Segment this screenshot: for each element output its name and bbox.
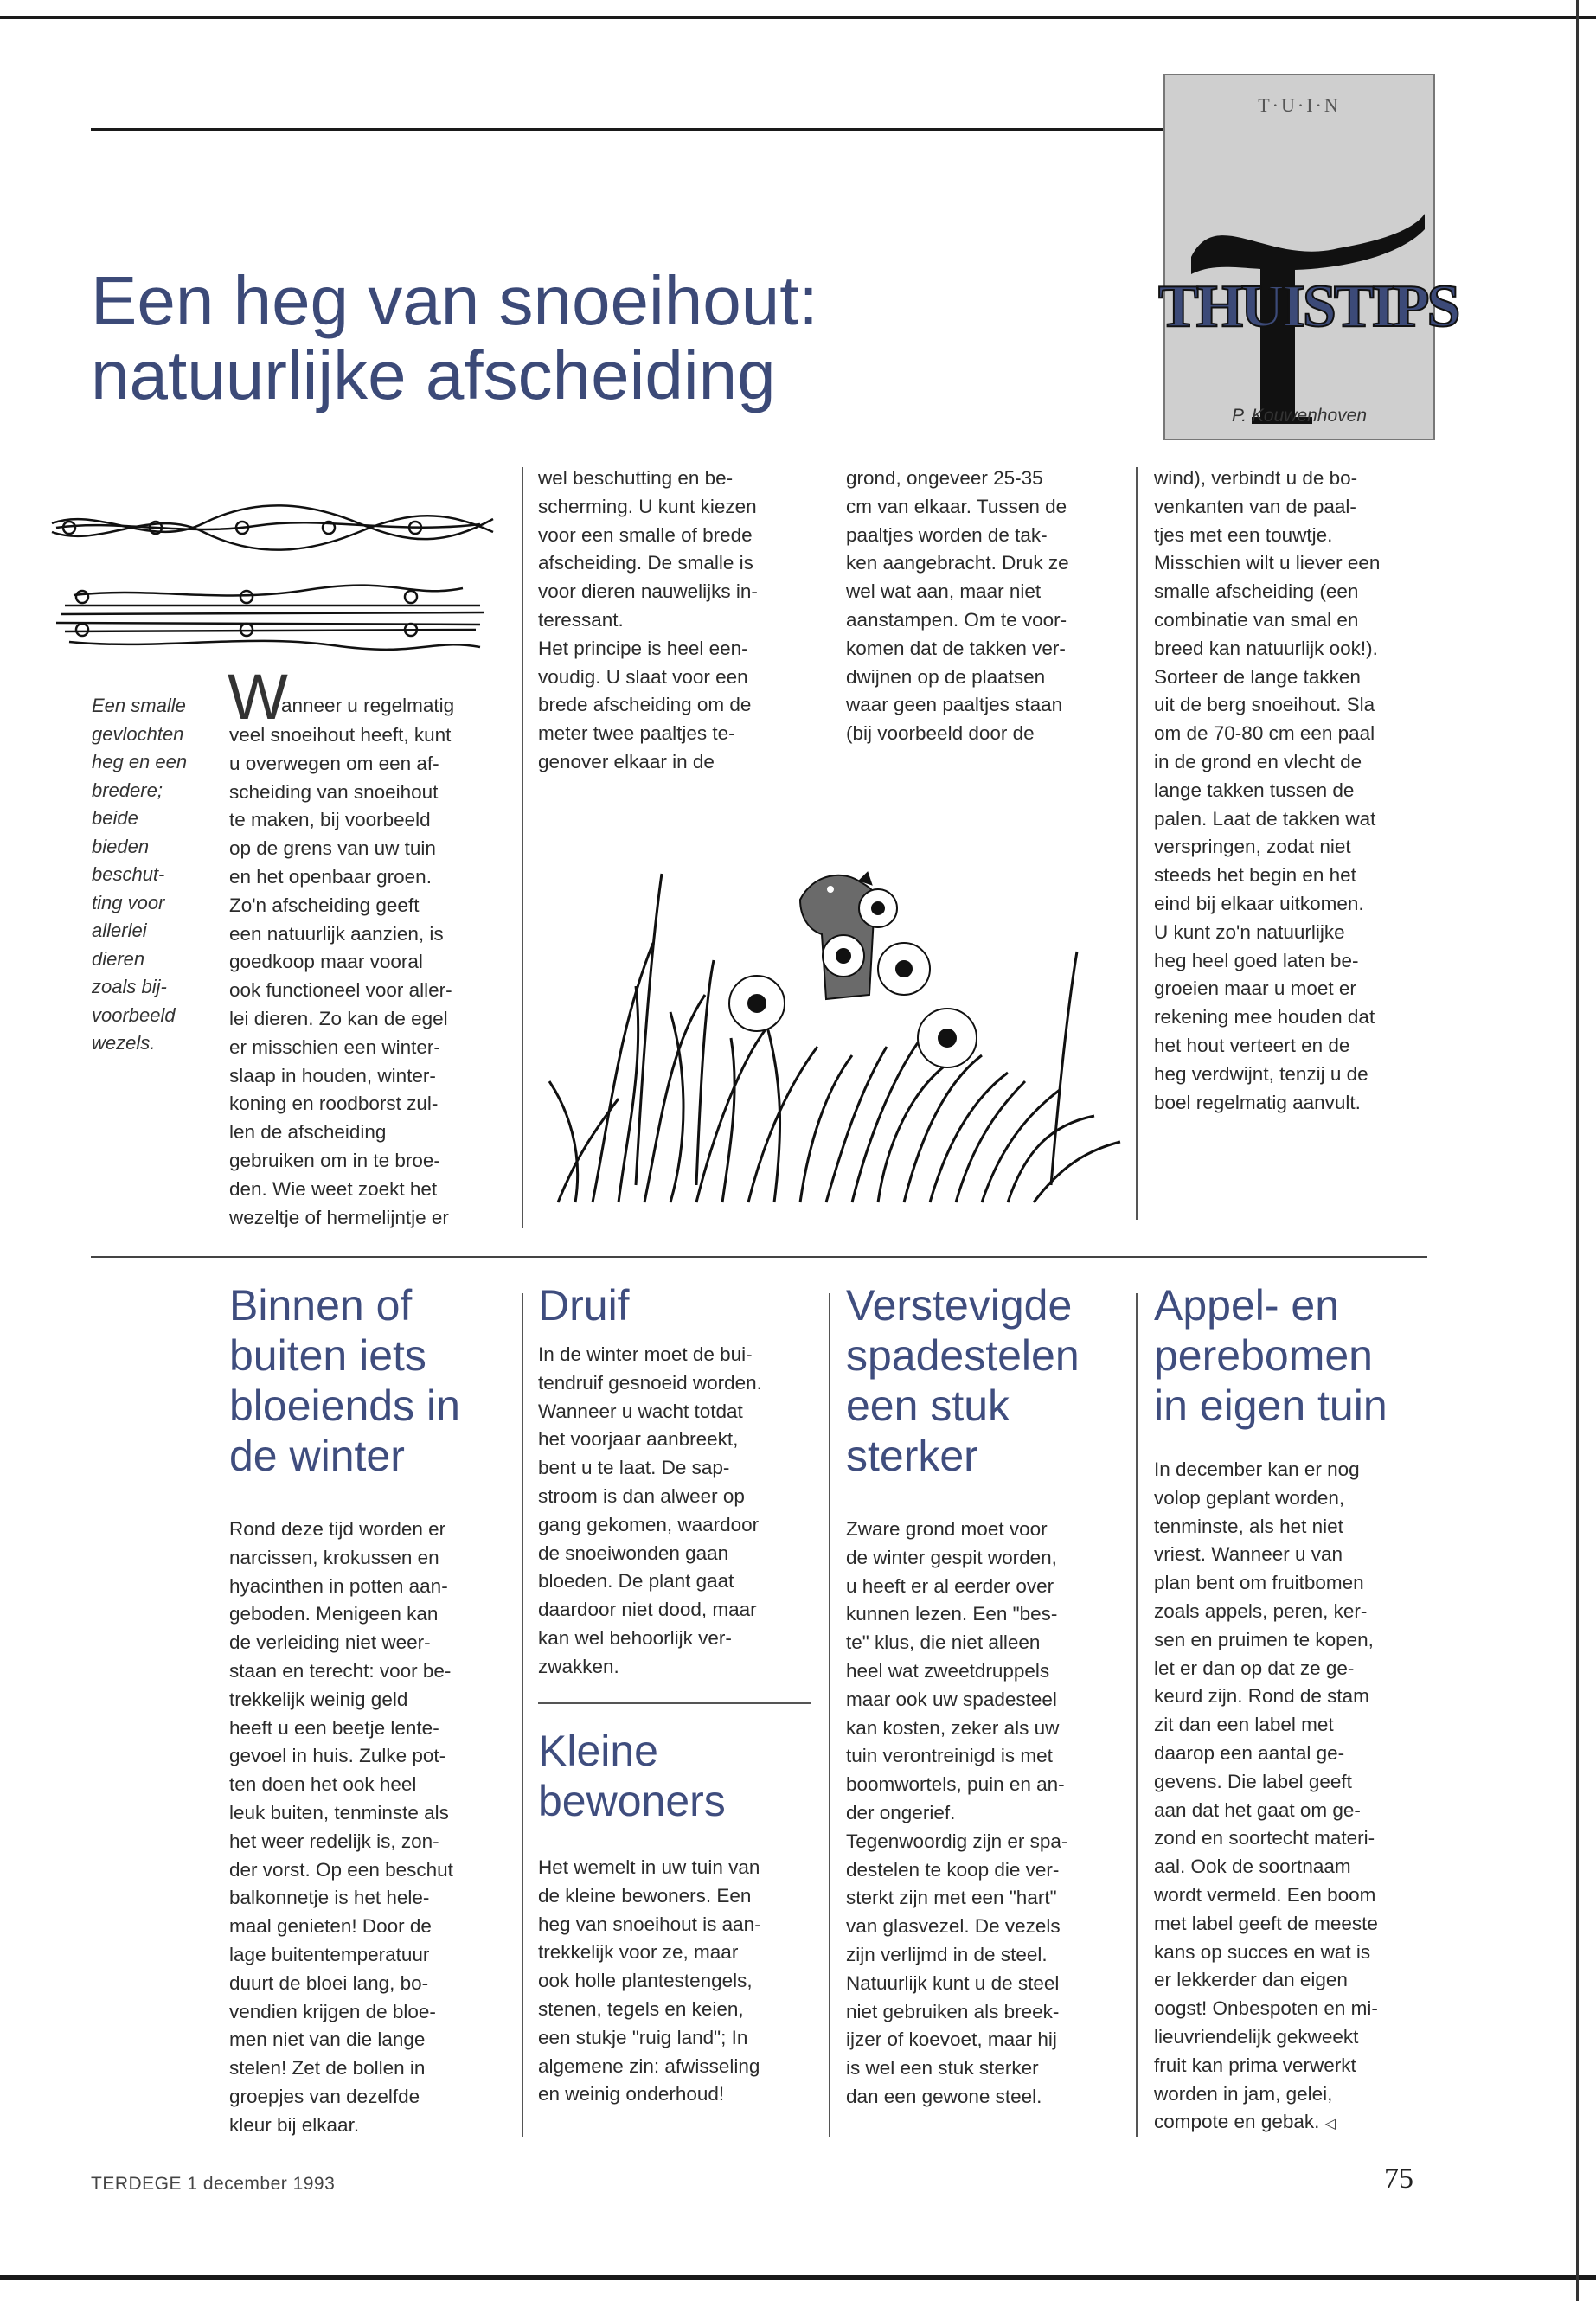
body-line: Tegenwoordig zijn er spa- bbox=[846, 1830, 1068, 1852]
body-line: der vorst. Op een beschut bbox=[229, 1858, 453, 1881]
caption-line: voorbeeld bbox=[92, 1003, 176, 1026]
col2-line: teressant. bbox=[538, 608, 624, 631]
body-line: der ongerief. bbox=[846, 1801, 956, 1823]
main-article-col4 bbox=[1154, 465, 1444, 1117]
article-spade-body bbox=[846, 1516, 1131, 2112]
col3-line: cm van elkaar. Tussen de bbox=[846, 495, 1067, 517]
body-line: Rond deze tijd worden er bbox=[229, 1518, 446, 1540]
title-line: sterker bbox=[846, 1432, 978, 1480]
body-line: tendruif gesnoeid worden. bbox=[538, 1371, 762, 1394]
col2-line: scherming. U kunt kiezen bbox=[538, 495, 757, 517]
col4-line: wind), verbindt u de bo- bbox=[1154, 467, 1358, 489]
body-line: lieuvriendelijk gekweekt bbox=[1154, 2025, 1359, 2048]
title-line: een stuk bbox=[846, 1381, 1010, 1430]
article-appel-body bbox=[1154, 1456, 1444, 2139]
body-line: Zware grond moet voor bbox=[846, 1518, 1048, 1540]
body-line: Het wemelt in uw tuin van bbox=[538, 1856, 760, 1878]
body-line: van glasvezel. De vezels bbox=[846, 1915, 1061, 1938]
col4-line: in de grond en vlecht de bbox=[1154, 750, 1362, 772]
body-line: oogst! Onbespoten en mi- bbox=[1154, 1997, 1378, 2020]
article-separator bbox=[538, 1702, 811, 1704]
body-line: keurd zijn. Rond de stam bbox=[1154, 1685, 1369, 1708]
body-line: maar ook uw spadesteel bbox=[846, 1688, 1057, 1710]
title-line: spadestelen bbox=[846, 1331, 1080, 1380]
article-binnen-body bbox=[229, 1516, 515, 2140]
woven-hedge-illustration bbox=[48, 484, 497, 657]
badge-top-label: T·U·I·N bbox=[1258, 94, 1341, 116]
body-line: heel wat zweetdruppels bbox=[846, 1659, 1050, 1682]
body-line: de winter gespit worden, bbox=[846, 1546, 1057, 1568]
body-line: zit dan een label met bbox=[1154, 1714, 1334, 1736]
body-line: er lekkerder dan eigen bbox=[1154, 1969, 1348, 1991]
body-line: daarop een aantal ge- bbox=[1154, 1741, 1345, 1764]
body-line: Natuurlijk kunt u de steel bbox=[846, 1971, 1060, 1994]
page-top-border bbox=[0, 16, 1596, 19]
caption-line: bieden bbox=[92, 835, 150, 857]
col1-line: goedkoop maar vooral bbox=[229, 951, 423, 973]
body-line: gevoel in huis. Zulke pot- bbox=[229, 1745, 446, 1767]
col1-line: ook functioneel voor aller- bbox=[229, 979, 452, 1002]
body-line: u heeft er al eerder over bbox=[846, 1574, 1054, 1597]
body-line: aal. Ook de soortnaam bbox=[1154, 1856, 1351, 1878]
main-article-col3 bbox=[846, 465, 1131, 748]
article-spade-title bbox=[846, 1280, 1131, 1481]
col1-line: Zo'n afscheiding geeft bbox=[229, 894, 420, 916]
col1-first-line: anneer u regelmatig bbox=[281, 695, 455, 716]
article-kleine-body bbox=[538, 1854, 824, 2109]
thuistips-badge bbox=[1158, 74, 1458, 440]
col4-line: om de 70-80 cm een paal bbox=[1154, 722, 1375, 745]
col1-line: slaap in houden, winter- bbox=[229, 1064, 436, 1086]
body-line: sterkt zijn met een "hart" bbox=[846, 1887, 1057, 1909]
body-line: algemene zin: afwisseling bbox=[538, 2054, 760, 2077]
title-line: Appel- en bbox=[1154, 1281, 1340, 1330]
body-line: gevens. Die label geeft bbox=[1154, 1770, 1352, 1792]
col3-line: paaltjes worden de tak- bbox=[846, 523, 1048, 546]
main-article-col1 bbox=[228, 661, 515, 1232]
caption-line: allerlei bbox=[92, 920, 147, 941]
body-line: zond en soortecht materi- bbox=[1154, 1827, 1375, 1849]
body-line: ijzer of koevoet, maar hij bbox=[846, 2029, 1057, 2051]
body-line: kleur bij elkaar. bbox=[229, 2113, 360, 2136]
col4-line: smalle afscheiding (een bbox=[1154, 580, 1359, 603]
body-line: In december kan er nog bbox=[1154, 1458, 1360, 1480]
col1-line: den. Wie weet zoekt het bbox=[229, 1177, 438, 1200]
col3-line: wel wat aan, maar niet bbox=[846, 580, 1042, 603]
col1-line: scheiding van snoeihout bbox=[229, 780, 439, 803]
body-line: volop geplant worden, bbox=[1154, 1486, 1345, 1509]
col1-line: koning en roodborst zul- bbox=[229, 1093, 439, 1115]
body-line: vendien krijgen de bloe- bbox=[229, 2000, 436, 2022]
badge-brand: THUISTIPS bbox=[1158, 273, 1458, 340]
page-right-border bbox=[1576, 0, 1579, 2301]
body-line: de snoeiwonden gaan bbox=[538, 1541, 729, 1564]
col1-line: len de afscheiding bbox=[229, 1121, 387, 1144]
col4-line: steeds het begin en het bbox=[1154, 864, 1356, 887]
body-line: tenminste, als het niet bbox=[1154, 1515, 1343, 1537]
col3-line: ken aangebracht. Druk ze bbox=[846, 552, 1069, 574]
title-line: de winter bbox=[229, 1432, 405, 1480]
col1-line: wezeltje of hermelijntje er bbox=[229, 1206, 449, 1228]
column-divider bbox=[1136, 1293, 1138, 2137]
col1-line: en het openbaar groen. bbox=[229, 865, 432, 888]
col4-line: Misschien wilt u liever een bbox=[1154, 552, 1381, 574]
footer-source: TERDEGE 1 december 1993 bbox=[91, 2174, 336, 2194]
col2-line: wel beschutting en be- bbox=[538, 467, 734, 489]
body-line: zoals appels, peren, ker- bbox=[1154, 1599, 1368, 1622]
col4-line: U kunt zo'n natuurlijke bbox=[1154, 920, 1345, 943]
article-druif-title bbox=[538, 1280, 824, 1330]
col4-line: groeien maar u moet er bbox=[1154, 977, 1356, 1000]
col4-line: heg verdwijnt, tenzij u de bbox=[1154, 1062, 1368, 1085]
t-logo-icon bbox=[1165, 75, 1433, 439]
body-line: het voorjaar aanbreekt, bbox=[538, 1428, 739, 1451]
body-line: bent u te laat. De sap- bbox=[538, 1457, 730, 1479]
column-divider bbox=[522, 467, 523, 1228]
caption-line: heg en een bbox=[92, 751, 188, 772]
col3-line: (bij voorbeeld door de bbox=[846, 722, 1035, 745]
article-druif-body bbox=[538, 1341, 824, 1682]
col1-line: op de grens van uw tuin bbox=[229, 837, 436, 860]
col4-line: palen. Laat de takken wat bbox=[1154, 807, 1376, 830]
body-line: Wanneer u wacht totdat bbox=[538, 1400, 743, 1422]
body-line: ten doen het ook heel bbox=[229, 1773, 417, 1796]
caption-line: beide bbox=[92, 807, 138, 829]
body-line: gang gekomen, waardoor bbox=[538, 1513, 760, 1535]
col3-line: waar geen paaltjes staan bbox=[846, 694, 1063, 716]
section-rule bbox=[91, 1256, 1427, 1258]
title-line: Kleine bbox=[538, 1727, 658, 1775]
column-divider bbox=[829, 1293, 830, 2137]
col4-line: tjes met een touwtje. bbox=[1154, 523, 1333, 546]
column-divider bbox=[1136, 467, 1138, 1220]
body-line: bloeden. De plant gaat bbox=[538, 1570, 734, 1593]
body-line: trekkelijk weinig geld bbox=[229, 1688, 408, 1710]
body-line: kan kosten, zeker als uw bbox=[846, 1716, 1060, 1739]
title-line: Verstevigde bbox=[846, 1281, 1073, 1330]
body-line: narcissen, krokussen en bbox=[229, 1546, 439, 1568]
col4-line: eind bij elkaar uitkomen. bbox=[1154, 892, 1364, 914]
weasel-grass-illustration bbox=[541, 856, 1129, 1220]
caption-line: zoals bij- bbox=[92, 976, 167, 997]
col3-line: dwijnen op de plaatsen bbox=[846, 665, 1046, 688]
title-line: Binnen of bbox=[229, 1281, 413, 1330]
page-number: 75 bbox=[1384, 2163, 1413, 2195]
body-line: let er dan op dat ze ge- bbox=[1154, 1657, 1355, 1679]
body-line: tuin verontreinigd is met bbox=[846, 1745, 1053, 1767]
body-line: worden in jam, gelei, bbox=[1154, 2082, 1333, 2105]
col4-line: combinatie van smal en bbox=[1154, 608, 1359, 631]
caption-line: dieren bbox=[92, 947, 145, 970]
title-line: Druif bbox=[538, 1281, 630, 1330]
body-line: fruit kan prima verwerkt bbox=[1154, 2054, 1356, 2076]
body-line: balkonnetje is het hele- bbox=[229, 1887, 430, 1909]
body-line: de verleiding niet weer- bbox=[229, 1631, 431, 1654]
main-title-line2: natuurlijke afscheiding bbox=[91, 336, 776, 413]
caption-line: gevlochten bbox=[92, 722, 184, 745]
body-line: stelen! Zet de bollen in bbox=[229, 2057, 426, 2080]
col4-line: verspringen, zodat niet bbox=[1154, 836, 1351, 858]
body-line: aan dat het gaat om ge- bbox=[1154, 1798, 1361, 1821]
col4-line: rekening mee houden dat bbox=[1154, 1006, 1375, 1029]
body-line: geboden. Menigeen kan bbox=[229, 1603, 439, 1625]
body-line: heg van snoeihout is aan- bbox=[538, 1913, 761, 1935]
col3-line: komen dat de takken ver- bbox=[846, 637, 1066, 659]
col2-line: afscheiding. De smalle is bbox=[538, 552, 753, 574]
caption-line: wezels. bbox=[92, 1032, 156, 1054]
col2-line: meter twee paaltjes te- bbox=[538, 722, 735, 745]
body-line: daardoor niet dood, maar bbox=[538, 1599, 757, 1621]
caption-line: bredere; bbox=[92, 779, 163, 801]
body-line: de kleine bewoners. Een bbox=[538, 1884, 752, 1907]
title-line: bewoners bbox=[538, 1777, 726, 1825]
col4-line: het hout verteert en de bbox=[1154, 1034, 1350, 1056]
col4-line: heg heel goed laten be- bbox=[1154, 949, 1359, 971]
illustration-caption bbox=[92, 692, 221, 1058]
article-appel-title bbox=[1154, 1280, 1444, 1431]
dropcap: W bbox=[228, 661, 288, 733]
col2-line: Het principe is heel een- bbox=[538, 637, 748, 659]
main-article-col2 bbox=[538, 465, 824, 777]
body-line: wordt vermeld. Een boom bbox=[1154, 1883, 1376, 1906]
body-line: hyacinthen in potten aan- bbox=[229, 1574, 448, 1597]
body-line: is wel een stuk sterker bbox=[846, 2057, 1039, 2080]
col4-line: lange takken tussen de bbox=[1154, 779, 1355, 801]
body-line: met label geeft de meeste bbox=[1154, 1912, 1378, 1934]
title-line: bloeiends in bbox=[229, 1381, 460, 1430]
col2-line: voor een smalle of brede bbox=[538, 523, 753, 546]
col1-line: er misschien een winter- bbox=[229, 1035, 440, 1058]
main-title bbox=[91, 264, 818, 413]
body-line: trekkelijk voor ze, maar bbox=[538, 1941, 739, 1964]
body-line: groepjes van dezelfde bbox=[229, 2085, 420, 2107]
body-line: stenen, tegels en keien, bbox=[538, 1997, 744, 2020]
body-line: maal genieten! Door de bbox=[229, 1915, 432, 1938]
page-bottom-border bbox=[0, 2275, 1596, 2280]
body-line: ook holle plantestengels, bbox=[538, 1970, 753, 1992]
body-line: kans op succes en wat is bbox=[1154, 1940, 1371, 1963]
body-line: en weinig onderhoud! bbox=[538, 2083, 725, 2106]
body-line: staan en terecht: voor be- bbox=[229, 1659, 452, 1682]
body-line: destelen te koop die ver- bbox=[846, 1858, 1060, 1881]
column-divider bbox=[522, 1293, 523, 2137]
col1-line: gebruiken om in te broe- bbox=[229, 1149, 440, 1171]
caption-line: Een smalle bbox=[92, 695, 186, 716]
body-line: zwakken. bbox=[538, 1655, 619, 1677]
body-line: leuk buiten, tenminste als bbox=[229, 1801, 449, 1823]
badge-author: P. Kouwenhoven bbox=[1231, 406, 1368, 426]
col4-line: boel regelmatig aanvult. bbox=[1154, 1091, 1361, 1113]
main-title-line1: Een heg van snoeihout: bbox=[91, 262, 818, 339]
col4-line: breed kan natuurlijk ook!). bbox=[1154, 637, 1378, 659]
body-line: vriest. Wanneer u van bbox=[1154, 1543, 1343, 1566]
caption-line: beschut- bbox=[92, 863, 165, 885]
col2-line: voudig. U slaat voor een bbox=[538, 665, 748, 688]
body-line: boomwortels, puin en an- bbox=[846, 1773, 1065, 1796]
title-line: in eigen tuin bbox=[1154, 1381, 1388, 1430]
col2-line: brede afscheiding om de bbox=[538, 694, 752, 716]
caption-line: ting voor bbox=[92, 891, 165, 913]
body-line: In de winter moet de bui- bbox=[538, 1343, 753, 1365]
body-line: een stukje "ruig land"; In bbox=[538, 2026, 748, 2048]
body-line: compote en gebak. bbox=[1154, 2111, 1320, 2133]
body-line: plan bent om fruitbomen bbox=[1154, 1572, 1364, 1594]
body-line: sen en pruimen te kopen, bbox=[1154, 1628, 1374, 1650]
col1-line: lei dieren. Zo kan de egel bbox=[229, 1007, 448, 1029]
title-line: buiten iets bbox=[229, 1331, 426, 1380]
body-line: dan een gewone steel. bbox=[846, 2085, 1042, 2107]
article-binnen-title bbox=[229, 1280, 515, 1481]
body-line: stroom is dan alweer op bbox=[538, 1484, 745, 1507]
title-line: perebomen bbox=[1154, 1331, 1373, 1380]
body-line: het weer redelijk is, zon- bbox=[229, 1830, 439, 1852]
end-mark-icon: ◁ bbox=[1324, 2117, 1336, 2132]
body-line: men niet van die lange bbox=[229, 2029, 426, 2051]
body-line: kunnen lezen. Een "bes- bbox=[846, 1603, 1058, 1625]
body-line: lage buitentemperatuur bbox=[229, 1943, 430, 1965]
col3-line: aanstampen. Om te voor- bbox=[846, 608, 1067, 631]
body-line: heeft u een beetje lente- bbox=[229, 1716, 439, 1739]
col2-line: voor dieren nauwelijks in- bbox=[538, 580, 758, 603]
body-line: duurt de bloei lang, bo- bbox=[229, 1971, 429, 1994]
body-line: zijn verlijmd in de steel. bbox=[846, 1943, 1048, 1965]
col3-line: grond, ongeveer 25-35 bbox=[846, 467, 1043, 489]
col4-line: uit de berg snoeihout. Sla bbox=[1154, 694, 1375, 716]
col1-line: veel snoeihout heeft, kunt bbox=[229, 724, 452, 746]
body-line: te" klus, die niet alleen bbox=[846, 1631, 1041, 1654]
col4-line: venkanten van de paal- bbox=[1154, 495, 1356, 517]
article-kleine-title bbox=[538, 1726, 824, 1826]
body-line: kan wel behoorlijk ver- bbox=[538, 1626, 732, 1649]
col1-line: een natuurlijk aanzien, is bbox=[229, 922, 444, 945]
col2-line: genover elkaar in de bbox=[538, 750, 715, 772]
col1-line: u overwegen om een af- bbox=[229, 752, 439, 774]
col4-line: Sorteer de lange takken bbox=[1154, 665, 1361, 688]
col1-line: te maken, bij voorbeeld bbox=[229, 809, 431, 831]
body-line: niet gebruiken als breek- bbox=[846, 2000, 1060, 2022]
